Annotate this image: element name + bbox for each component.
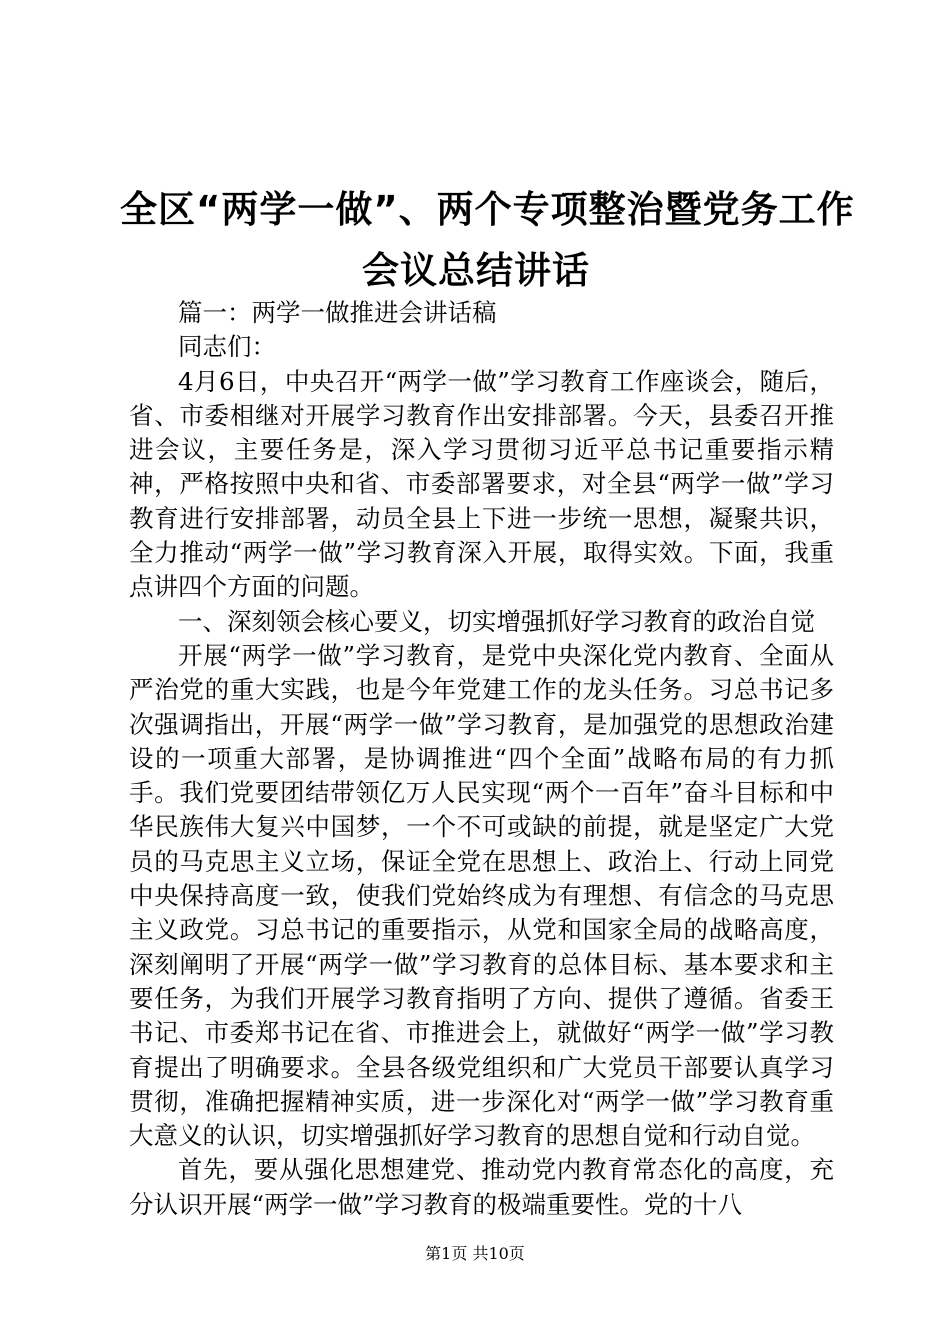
body-paragraph-section-label: 篇一：两学一做推进会讲话稿 — [178, 298, 497, 327]
document-title-line-1: 全区“两学一做”、两个专项整治暨党务工作 — [120, 188, 855, 231]
body-paragraph-intro: 4月6日，中央召开“两学一做”学习教育工作座谈会，随后，省、市委相继对开展学习教育作出安排部署。今天，县委召开推进会议，主要任务是，深入学习贯彻习近平总书记重要指示精神，严格按照中央和省、市委部署要求，对全县“两学一做”学习教育进行安排部署，动员全县上下进一步统一思想，凝聚共识，全力推动“两学一做”学习教育深入开展，取得实效。下面，我重点讲四个方面的问题。 — [129, 366, 834, 602]
body-paragraph-heading-1: 一、深刻领会核心要义，切实增强抓好学习教育的政治自觉 — [178, 606, 815, 636]
body-paragraph-first-point: 首先，要从强化思想建党、推动党内教育常态化的高度，充分认识开展“两学一做”学习教育的极端重要性。党的十八 — [129, 1155, 834, 1219]
document-title-line-2: 会议总结讲话 — [362, 249, 590, 292]
body-paragraph-main: 开展“两学一做”学习教育，是党中央深化党内教育、全面从严治党的重大实践，也是今年党建工作的龙头任务。习总书记多次强调指出，开展“两学一做”学习教育，是加强党的思想政治建设的一项重大部署，是协调推进“四个全面”战略布局的有力抓手。我们党要团结带领亿万人民实现“两个一百年”奋斗目标和中华民族伟大复兴中国梦，一个不可或缺的前提，就是坚定广大党员的马克思主义立场，保证全党在思想上、政治上、行动上同党中央保持高度一致，使我们党始终成为有理想、有信念的马克思主义政党。习总书记的重要指示，从党和国家全局的战略高度，深刻阐明了开展“两学一做”学习教育的总体目标、基本要求和主要任务，为我们开展学习教育指明了方向、提供了遵循。省委王书记、市委郑书记在省、市推进会上，就做好“两学一做”学习教育提出了明确要求。全县各级党组织和广大党员干部要认真学习贯彻，准确把握精神实质，进一步深化对“两学一做”学习教育重大意义的认识，切实增强抓好学习教育的思想自觉和行动自觉。 — [129, 640, 834, 1151]
body-paragraph-salutation: 同志们： — [178, 332, 276, 362]
document-body — [129, 296, 834, 1222]
page-number-footer: 第1页 共10页 — [425, 1244, 525, 1263]
